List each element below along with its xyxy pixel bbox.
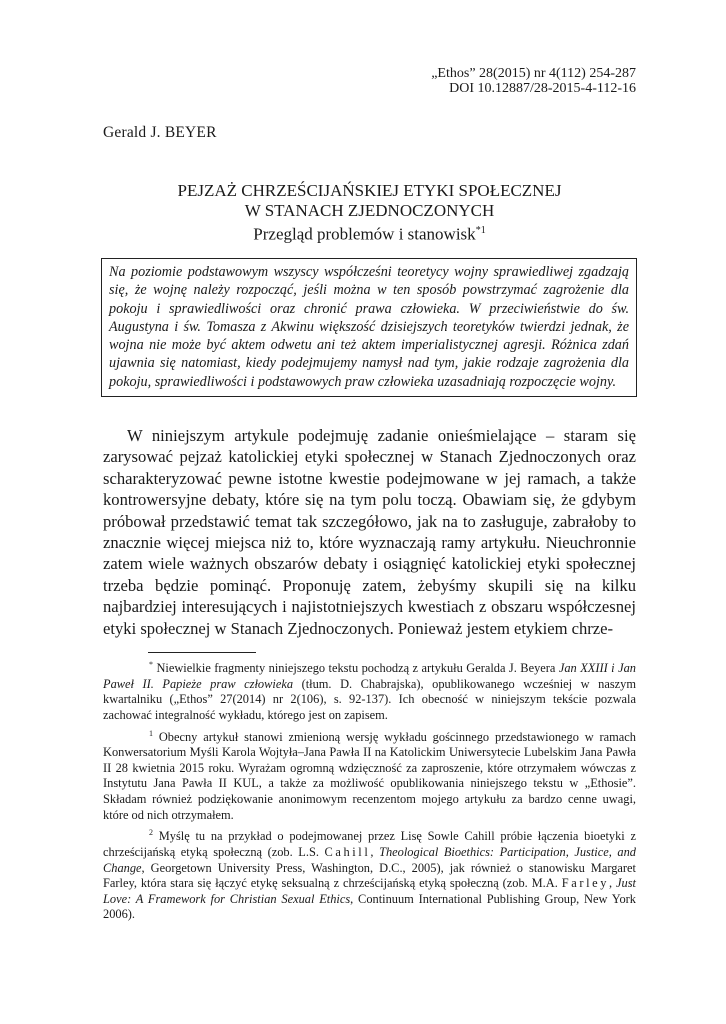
journal-reference xyxy=(103,66,636,96)
footnote-text: , xyxy=(370,844,380,859)
footnote-text: Niewielkie fragmenty niniejszego tekstu pochodzą z artykułu Geralda J. Beyera xyxy=(153,661,559,676)
footnote-text: Obecny artykuł stanowi zmienioną wersję wykładu gościnnego przedstawionego w ramach Konwersatorium Myśli Karola Wojtyła–Jana Pawła II na Katolickim Uniwersytecie Lubelskim Jana Pawła II 28 kwietnia 2015 roku. Wyrażam ogromną wdzięczność za zaproszenie, które otrzymałem wówczas z Instytutu Jana Pawła II KUL, a także za możliwość opublikowania niniejszego tekstu w „Ethosie”. Składam również podziękowanie anonimowym recenzentom mojego artykułu za bardzo cenne uwagi, które od nich otrzymałem. xyxy=(103,729,636,822)
footnote-author: Farley xyxy=(561,876,610,891)
abstract-text: Na poziomie podstawowym wszyscy współcześni teoretycy wojny sprawiedliwej zgadzają się, że wojnę należy rozpocząć, jeśli można w ten sposób powstrzymać zagrożenie dla pokoju i sprawiedliwości oraz chronić prawa człowieka. W przeciwieństwie do św. Augustyna i św. Tomasza z Akwinu większość dzisiejszych teoretyków twierdzi jednak, że wojna nie może być aktem odwetu ani też aktem imperialistycznej agresji. Różnica zdań ujawnia się natomiast, kiedy podejmujemy namysł nad tym, jakie rodzaje zagrożenia dla pokoju, sprawiedliwości i podstawowych praw człowieka uzasadniają rozpoczęcie wojny. xyxy=(109,264,629,390)
article-title xyxy=(103,181,636,245)
footnote-1 xyxy=(103,726,636,824)
author-name: Gerald J. BEYER xyxy=(103,124,217,141)
subtitle xyxy=(103,221,636,245)
footnote-2 xyxy=(103,825,636,923)
footnote-star xyxy=(103,657,636,724)
abstract-box xyxy=(101,258,637,397)
footnote-mark: 2 xyxy=(149,828,153,838)
footnotes xyxy=(103,657,636,925)
footnote-italic-title: Theological Bioethics: Participation, Justice, and Change xyxy=(103,844,636,875)
footnote-italic-title: Just Love: A Framework for Christian Sexual Ethics xyxy=(103,876,636,906)
journal-citation: „Ethos” 28(2015) nr 4(112) 254-287 xyxy=(431,66,636,81)
footnote-text: , xyxy=(609,876,617,891)
footnote-text: Myślę tu na przykład o podejmowanej przez Lisę Sowle Cahill próbie łączenia bioetyki z chrześcijańską etyką społeczną (zob. L.S. xyxy=(103,829,636,859)
subtitle-footnote-mark: *1 xyxy=(475,225,486,236)
title-line-2: W STANACH ZJEDNOCZONYCH xyxy=(244,201,495,220)
footnote-separator xyxy=(148,652,256,653)
footnote-mark: * xyxy=(149,660,153,669)
subtitle-text: Przegląd problemów i stanowisk xyxy=(253,224,476,244)
footnote-text: , Continuum International Publishing Group, New York 2006). xyxy=(103,891,637,922)
doi-line: DOI 10.12887/28-2015-4-112-16 xyxy=(449,81,636,96)
footnote-author: Cahill xyxy=(324,844,371,859)
footnote-text: , Georgetown University Press, Washington, D.C., 2005), jak również o stanowisku Margaret Farley, która stara się łączyć etykę seksualną z chrześcijańską etyką społeczną (zob. M.A. xyxy=(103,860,636,891)
body-paragraph: W niniejszym artykule podejmuję zadanie onieśmielające – staram się zarysować pejzaż katolickiej etyki społecznej w Stanach Zjednoczonych oraz scharakteryzować pewne istotne kwestie podejmowane w jej ramach, a także kontrowersyjne debaty, które się na tym polu toczą. Obawiam się, że gdybym próbował przedstawić temat tak szczegółowo, jak na to zasługuje, zabrałoby to znacznie więcej miejsca niż to, które wyznaczają ramy artykułu. Nieuchronnie zatem wiele ważnych obszarów debaty i osiągnięć katolickiej etyki społecznej trzeba będzie pominąć. Proponuję zatem, żebyśmy skupili się na kilku najbardziej interesujących i najistotniejszych kwestiach z obszaru współczesnej etyki społecznej w Stanach Zjednoczonych. Ponieważ jestem etykiem chrze- xyxy=(103,426,636,638)
title-line-1: PEJZAŻ CHRZEŚCIJAŃSKIEJ ETYKI SPOŁECZNEJ xyxy=(177,181,562,200)
footnote-mark: 1 xyxy=(149,728,153,738)
footnote-italic-title: Jan XXIII i Jan Paweł II. Papieże praw człowieka xyxy=(103,661,636,691)
footnote-text: (tłum. D. Chabrajska), opublikowanego wcześniej w naszym kwartalniku („Ethos” 27(2014) nr 2(106), s. 92-137). Ich obecność w niniejszym tekście pozwala zachować integralność wykładu, którego jest on zapisem. xyxy=(103,676,637,722)
